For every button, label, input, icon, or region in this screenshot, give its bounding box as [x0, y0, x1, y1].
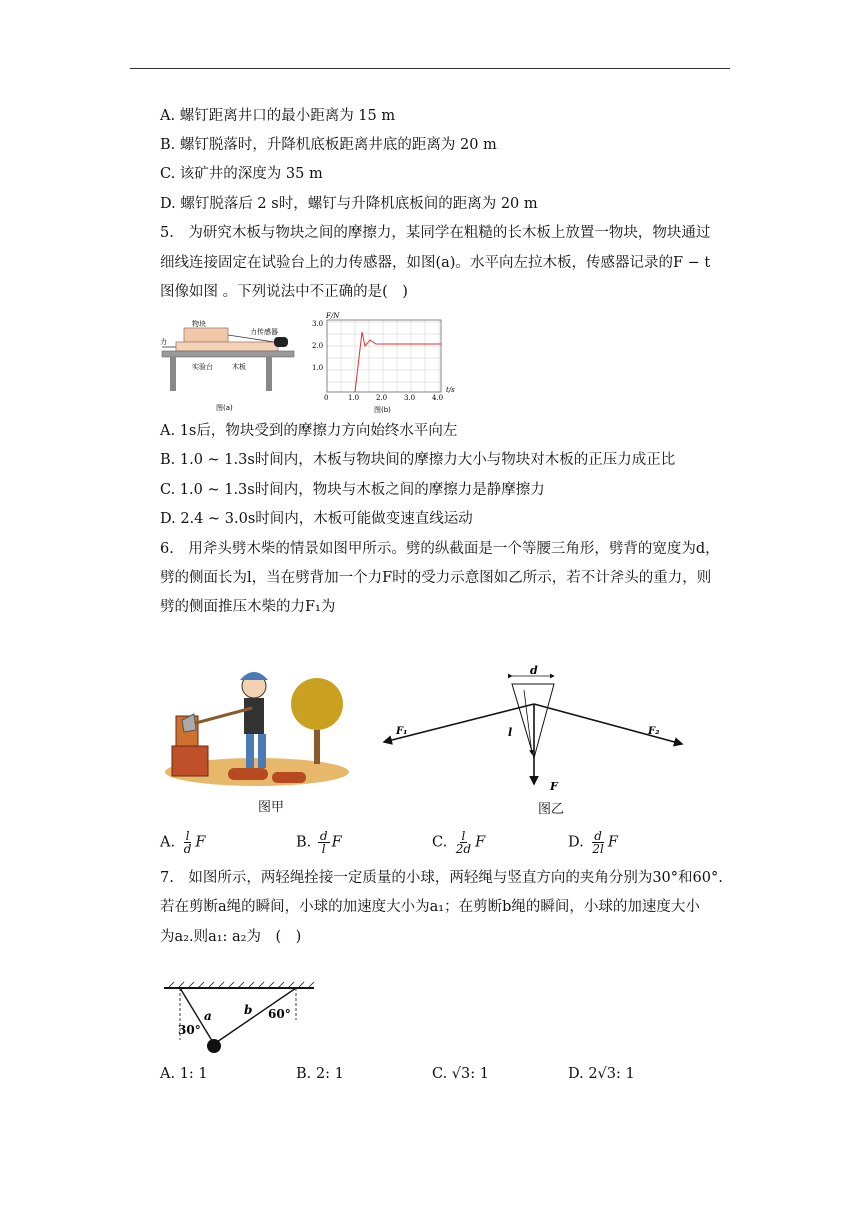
plot-frame	[327, 320, 441, 392]
q5-stem-line1: 5. 为研究木板与物块之间的摩擦力，某同学在粗糙的长木板上放置一物块，物块通过	[160, 225, 711, 241]
q7-option-d: D. 2√3: 1	[568, 1066, 635, 1082]
label-b: b	[244, 1003, 253, 1017]
x-tick-0: 0	[324, 394, 329, 402]
y-tick-3: 3.0	[312, 320, 324, 328]
label-d: d	[530, 664, 538, 677]
log-ground-1	[228, 768, 268, 780]
axe-handle	[192, 708, 252, 724]
table-leg-left	[170, 357, 176, 391]
y-tick-2: 2.0	[312, 342, 324, 350]
q7-stem-line3: 为a₂.则a₁: a₂为 ( )	[160, 929, 302, 945]
person-body	[244, 698, 264, 734]
label-block: 物块	[192, 320, 206, 328]
q7-stem-line2: 若在剪断a绳的瞬间，小球的加速度大小为a₁；在剪断b绳的瞬间，小球的加速度大小	[160, 899, 700, 915]
q7-option-a: A. 1: 1	[160, 1066, 208, 1082]
label-f2: F₂	[648, 726, 660, 737]
table-top-shape	[162, 351, 294, 357]
force-curve	[355, 332, 441, 392]
f2-arrow	[534, 704, 682, 744]
length-marker	[524, 690, 532, 754]
q6-option-c: C. $\frac{l}{2d}$ F	[432, 829, 486, 856]
q7-stem-line1: 7. 如图所示，两轻绳拴接一定质量的小球，两轻绳与竖直方向的夹角分别为30°和60°.	[160, 870, 723, 886]
y-tick-1: 1.0	[312, 364, 324, 372]
x-tick-3: 3.0	[404, 394, 416, 402]
label-30: 30°	[178, 1023, 201, 1037]
ball-shape	[207, 1039, 221, 1053]
caption-jia: 图甲	[258, 800, 285, 815]
label-sensor: 力传感器	[250, 328, 278, 336]
label-f1: F₁	[396, 726, 408, 737]
q5-option-d: D. 2.4 ~ 3.0s时间内，木板可能做变速直线运动	[160, 511, 473, 527]
label-force: 力	[160, 338, 167, 346]
q5-option-b: B. 1.0 ~ 1.3s时间内，木板与物块间的摩擦力大小与物块对木板的正压力成正比	[160, 452, 676, 468]
person-leg-right	[258, 734, 266, 768]
label-f: F	[550, 780, 558, 793]
header-rule	[130, 68, 730, 69]
q5-stem-line2: 细线连接固定在试验台上的力传感器，如图(a)。水平向左拉木板，传感器记录的F − t	[160, 255, 711, 271]
caption-yi: 图乙	[538, 802, 565, 817]
string-line	[228, 335, 274, 342]
log-ground-2	[272, 772, 306, 783]
label-60: 60°	[268, 1007, 291, 1021]
y-axis-label: F/N	[326, 312, 340, 320]
person-leg-left	[246, 734, 254, 768]
x-tick-2: 2.0	[376, 394, 388, 402]
q6-option-b: B. $\frac{d}{l}$ F	[296, 829, 342, 856]
q4-option-c: C. 该矿井的深度为 35 m	[160, 166, 323, 182]
sensor-shape	[274, 337, 288, 347]
q5-option-c: C. 1.0 ~ 1.3s时间内，物块与木板之间的摩擦力是静摩擦力	[160, 482, 545, 498]
q7-option-c: C. √3: 1	[432, 1066, 489, 1082]
tree-crown	[291, 678, 343, 730]
x-axis-label: t/s	[446, 386, 455, 394]
chopping-block	[172, 746, 208, 776]
table-leg-right	[266, 357, 272, 391]
person-cap	[240, 672, 268, 680]
caption-b: 图(b)	[374, 406, 391, 414]
q5-stem-line3: 图像如图 。下列说法中不正确的是( )	[160, 284, 408, 300]
q7-option-b: B. 2: 1	[296, 1066, 344, 1082]
x-tick-1: 1.0	[348, 394, 360, 402]
wedge-triangle	[512, 684, 554, 758]
q6-stem-line1: 6. 用斧头劈木柴的情景如图甲所示。劈的纵截面是一个等腰三角形，劈背的宽度为d，	[160, 541, 720, 557]
q5-figure-a	[158, 316, 298, 414]
x-tick-4: 4.0	[432, 394, 444, 402]
q6-stem-line3: 劈的侧面推压木柴的力F₁为	[160, 599, 336, 615]
block-shape	[184, 328, 228, 342]
label-board: 木板	[232, 363, 246, 371]
board-shape	[176, 342, 278, 351]
q4-option-b: B. 螺钉脱落时，升降机底板距离井底的距离为 20 m	[160, 137, 497, 153]
label-table: 实验台	[192, 363, 213, 371]
q6-stem-line2: 劈的侧面长为l，当在劈背加一个力F时的受力示意图如乙所示，若不计斧头的重力，则	[160, 570, 712, 586]
grid	[327, 320, 441, 392]
q4-option-a: A. 螺钉距离井口的最小距离为 15 m	[160, 108, 396, 124]
q5-figure-b	[310, 312, 460, 416]
label-a: a	[204, 1009, 212, 1023]
q6-figure-yi	[374, 664, 694, 794]
q6-figure-jia	[162, 664, 352, 794]
q6-option-a: A. $\frac{l}{d}$ F	[160, 829, 206, 856]
q6-option-d: D. $\frac{d}{2l}$ F	[568, 829, 618, 856]
q5-option-a: A. 1s后，物块受到的摩擦力方向始终水平向左	[160, 423, 458, 439]
q4-option-d: D. 螺钉脱落后 2 s时，螺钉与升降机底板间的距离为 20 m	[160, 196, 538, 212]
label-l: l	[508, 726, 513, 739]
caption-a: 图(a)	[216, 404, 233, 412]
q7-figure	[162, 980, 318, 1058]
